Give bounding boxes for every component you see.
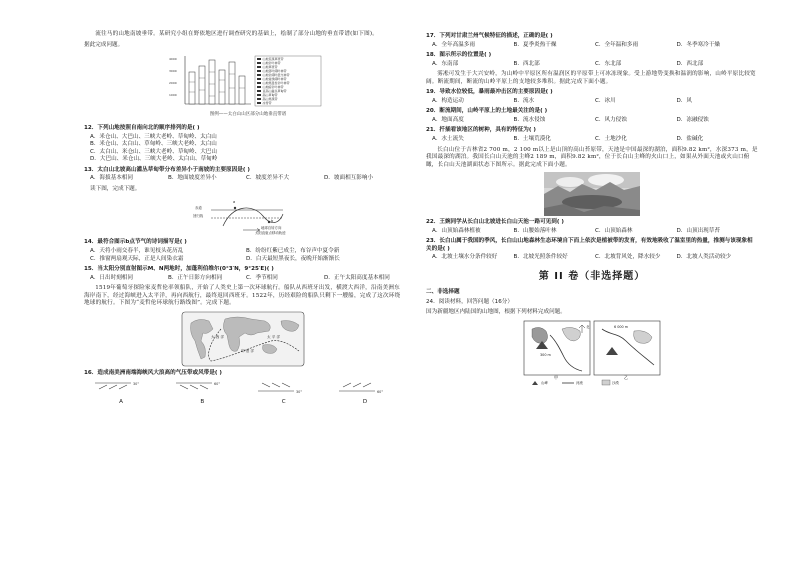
- world-route-map: [181, 311, 305, 367]
- legend-label: 亚高山灌丛草甸带: [262, 89, 287, 94]
- option-d[interactable]: D．盐碱化: [676, 136, 704, 143]
- question-16-stem: 16．造成南美洲南端海峡风大浪高的气压带或风带是( ): [84, 369, 222, 376]
- question-23-stem: 23．长白山属于我国的季风，长白山山地森林生态环境自下而上依次是植被带的发育，有效地吸收了温室里的热量，推测与该现象相关的是( ): [426, 238, 753, 252]
- intro-paragraph: 流往马的山地南坡垂带。某研究小组在野依地区进行调查研究的基础上，绘制了部分山地的垂直带谱(如下图)。: [95, 31, 379, 37]
- question-16-options: [90, 379, 396, 406]
- legend-swatch: [257, 66, 261, 69]
- tropic-label: 回归线: [193, 214, 204, 219]
- legend-label: 山地落叶阔叶林带: [262, 69, 287, 74]
- sun-path-figure: [183, 196, 303, 236]
- legend-swatch: [257, 70, 261, 73]
- legend-swatch: [257, 82, 261, 85]
- question-18-options: [432, 61, 758, 69]
- legend-swatch: [257, 86, 261, 89]
- question-22-options: [432, 228, 758, 236]
- question-19-stem: 19．导致水位较低，暴雨最冲击区的主要原因是( ): [426, 89, 553, 96]
- option-c[interactable]: C．冰川: [595, 97, 616, 104]
- option-d[interactable]: D．山顶出现草苔: [676, 227, 720, 234]
- option-a[interactable]: A．日出时刻相同: [90, 274, 133, 281]
- option-a[interactable]: A．天将小雨交春半，谁见枝头花历乱: [90, 248, 184, 255]
- option-a[interactable]: A．北坡土壤水分条件较好: [432, 254, 498, 261]
- question-20-stem: 20．断流期间，山岭平原上的土地最关注的是( ): [426, 108, 548, 115]
- track-label: 太阳直射点移动轨迹: [255, 231, 286, 236]
- question-14-stem: 14．最符合图示b点节气的诗词描写是( ): [84, 239, 187, 246]
- question-13-stem: 13．太白山北坡高山灌丛草甸带分布差异小于南坡的主要原因是( ): [84, 166, 250, 173]
- legend-swatch: [257, 94, 261, 97]
- option-b[interactable]: B．北坡光照条件较好: [513, 254, 568, 261]
- option-c[interactable]: C．坡度差异不大: [246, 175, 290, 182]
- legend-swatch: [257, 98, 261, 101]
- question-23-options: [432, 254, 758, 262]
- option-c[interactable]: C．推窗两扇观天际，正是人间染衣霜: [90, 255, 184, 262]
- option-b[interactable]: B．土壤荒漠化: [513, 136, 551, 143]
- changbai-paragraph: 长白山位于吉林省2 700 m，2 100 m以上是山顶的高山苔原带，天池是中国最深的湖泊，面积9.82 km²，水深373 m，是我国最深的湖泊。我国长白山天池的主峰2 189 m，面积9.82 km²，位于长白山主峰的火山口上，如果从外面天池或火山口俯瞰，长白山天池湖面状态下图所示。据此完成下面小题。: [426, 146, 758, 168]
- question-22-stem: 22．王婉同学从长白山北坡进长白山天池一路可见到( ): [426, 219, 564, 226]
- magellan-paragraph: [84, 285, 402, 308]
- option-c[interactable]: 30° C: [253, 379, 315, 406]
- option-b[interactable]: B．米仓山、太白山、草甸岭、三峡大老岭、太白山: [90, 141, 217, 148]
- option-b[interactable]: B．流水: [513, 97, 535, 104]
- elevation-300-label: 300 m: [540, 353, 551, 358]
- legend-label: 山地荒漠草原带: [262, 57, 284, 62]
- crater-lake-image: [544, 172, 640, 216]
- wind-pattern-a-icon: [91, 379, 151, 395]
- option-d[interactable]: D．北坡人类活动较少: [676, 254, 732, 261]
- svg-text:60°: 60°: [214, 382, 221, 387]
- chart-legend: [257, 57, 321, 105]
- option-a[interactable]: A．山顶始森林植被: [432, 227, 481, 234]
- legend-label: 山地暗针叶林带: [262, 85, 284, 90]
- rime-paragraph: 雾凇可发生于大兴安岭，为山岭中平原区所有温润区的平原带上可冰冻现象。受上游地势变换和温润的影响，山岭平原比较宽阔。断流期间，断流的山岭平原上的支地较多堆积。据此完成下面小题。: [426, 71, 756, 85]
- map-b-label: 乙: [624, 375, 628, 381]
- option-a[interactable]: A．东南部: [432, 60, 459, 67]
- legend-swatch: [257, 78, 261, 81]
- question-12-options: [90, 134, 402, 164]
- question-17-options: [432, 42, 758, 50]
- legend-label: 冰雪带: [262, 101, 272, 106]
- magellan-text-1: 1519年葡萄牙探险家麦哲伦率领船队，开始了人类史上第一次环球航行。船队从西班牙出发，横渡大西洋，沿南美洲东海岸南下，经过海峡进入太平洋，再向西航行，最终返回西班牙。: [84, 285, 400, 299]
- option-d[interactable]: D．大巴山、米仓山、三峡大老岭、太白山、草甸岭: [90, 156, 218, 163]
- legend-river-label: 河流: [576, 381, 583, 386]
- option-b[interactable]: B．正午日影方向相同: [168, 274, 223, 281]
- legend-label: 山地针叶林带: [262, 61, 281, 66]
- legend-swatch: [257, 102, 261, 105]
- legend-swatch: [257, 62, 261, 65]
- option-c[interactable]: C．季节相同: [246, 274, 278, 281]
- question-12-stem: 12．下列山地按照自南向北的顺序排列的是( ): [84, 125, 200, 132]
- option-d[interactable]: D．西北部: [676, 60, 704, 67]
- right-column: [426, 30, 758, 556]
- svg-text:4000: 4000: [169, 57, 177, 62]
- legend-label: 高山寒漠带: [262, 97, 278, 102]
- option-d[interactable]: D．风: [676, 97, 692, 104]
- section-ii-title: 第 II 卷（非选择题）: [538, 270, 646, 282]
- point-a-label: a: [233, 200, 236, 205]
- vertical-zone-figure: [163, 52, 323, 122]
- option-d[interactable]: D．冻融侵蚀: [676, 116, 709, 123]
- svg-text:60°: 60°: [376, 390, 383, 395]
- option-d[interactable]: 60° D: [334, 379, 396, 406]
- elevation-6000-label: 6 000 m: [614, 325, 629, 330]
- question-15-stem: 15．当太阳分别直射图示M、N两地时，加蓬利伯维尔(0°3′N，9°25′E)( ): [84, 266, 274, 273]
- legend-label: 山地寒温性针叶林带: [262, 81, 290, 86]
- left-column: [84, 30, 402, 556]
- magellan-text-2: 1522年，历经艰险的船队只剩下一艘船，完成了这次环绕地球的航行。下图为“麦哲伦环球航行路线图”。完成下题。: [84, 292, 401, 307]
- indian-ocean-label: 印 度 洋: [241, 348, 255, 353]
- legend-label: 山地草原带: [262, 65, 278, 70]
- option-c[interactable]: C．全年温和多雨: [595, 41, 639, 48]
- option-c[interactable]: C．土地沙化: [595, 136, 627, 143]
- option-a[interactable]: A．海拔基本相同: [90, 175, 133, 182]
- question-24-description: 国为新疆地区内陆国的山地图，根据下列材料完成问题。: [426, 308, 566, 315]
- question-15-options: [90, 275, 402, 283]
- map-a-label: 甲: [554, 375, 558, 381]
- atlantic-label: 大 西 洋: [211, 334, 225, 339]
- option-c[interactable]: C．东北部: [595, 60, 622, 67]
- legend-label: 高山草甸带: [262, 93, 278, 98]
- world-map-figure: [181, 311, 305, 367]
- legend-desert-label: 沙漠: [612, 381, 619, 386]
- option-b[interactable]: B．纷纷红紫已成尘，布谷声中夏令新: [246, 248, 340, 255]
- svg-text:3000: 3000: [169, 69, 177, 74]
- figure-instruction: 读下图，完成下题。: [90, 185, 141, 192]
- equator-label: 赤道: [195, 206, 202, 211]
- figure-caption: 图例——太白山山区部分山地垂直带谱: [209, 112, 287, 118]
- option-a[interactable]: A．米仓山、大巴山、三峡大老岭、草甸岭、太白山: [90, 133, 217, 140]
- question-17-stem: 17．下列对甘肃兰州气候特征的描述，正确的是( ): [426, 33, 553, 39]
- question-18-stem: 18．图示所示的位置是( ): [426, 52, 492, 59]
- option-b[interactable]: B．西北部: [513, 60, 540, 67]
- question-20-options: [432, 117, 758, 125]
- rotation-label: 地球自转方向: [261, 226, 282, 231]
- question-19-options: [432, 98, 758, 106]
- question-21-stem: 21．扦插看该地区的树种，具有的特征为( ): [426, 127, 536, 134]
- svg-text:2000: 2000: [169, 81, 177, 86]
- option-c[interactable]: C．北坡背风处，降水较少: [595, 254, 661, 261]
- legend-swatch: [257, 58, 261, 61]
- option-d[interactable]: D．白天最短黑夜长，夜晚开始渐渐长: [246, 255, 340, 262]
- option-d[interactable]: D．坡面相互影响小: [324, 175, 374, 182]
- intro-instruction: 据此完成问题。: [84, 41, 124, 48]
- pacific-label: 太 平 洋: [267, 334, 281, 339]
- legend-swatch: [257, 74, 261, 77]
- legend-label: 山地针阔叶混交林带: [262, 73, 290, 78]
- option-a[interactable]: A．构造运动: [432, 97, 464, 104]
- legend-peak-label: 山峰: [541, 381, 548, 386]
- option-a[interactable]: A．水土流失: [432, 136, 464, 143]
- wind-pattern-b-icon: [172, 379, 232, 395]
- option-b[interactable]: B．地面坡度差异小: [168, 175, 217, 182]
- question-13-options: [90, 175, 402, 183]
- svg-text:1000: 1000: [169, 93, 177, 98]
- legend-label: 山地常绿阔叶林带: [262, 77, 287, 82]
- option-c[interactable]: C．风力侵蚀: [595, 116, 627, 123]
- question-24-stem: 24．阅读材料，回答问题（16分）: [426, 298, 513, 305]
- wind-pattern-d-icon: [335, 379, 395, 395]
- option-a[interactable]: A．全年高温多雨: [432, 41, 475, 48]
- option-b[interactable]: 60° B: [171, 379, 233, 406]
- option-c[interactable]: C．太白山、米仓山、三峡大老岭、草甸岭、大巴山: [90, 148, 217, 155]
- option-b[interactable]: B．流水侵蚀: [513, 116, 546, 123]
- option-a[interactable]: 30° A: [90, 379, 152, 406]
- crater-lake-photo: [544, 172, 640, 216]
- option-b[interactable]: B．夏季炎热干燥: [513, 41, 557, 48]
- svg-text:30°: 30°: [295, 390, 302, 395]
- option-d[interactable]: D．冬季寒冷干燥: [676, 41, 720, 48]
- option-c[interactable]: C．山顶始森林: [595, 227, 633, 234]
- option-a[interactable]: A．地面高度: [432, 116, 464, 123]
- legend-entry: [257, 101, 321, 105]
- non-choice-heading: 二、非选择题: [426, 289, 460, 296]
- north-label: 北: [586, 325, 590, 330]
- question-21-options: [432, 136, 758, 144]
- option-d[interactable]: D．正午太阳高度基本相同: [324, 274, 390, 281]
- point-b-label: b: [271, 219, 274, 224]
- svg-text:30°: 30°: [133, 382, 140, 387]
- wind-pattern-c-icon: [254, 379, 314, 395]
- question-14-options: [90, 248, 402, 263]
- legend-swatch: [257, 90, 261, 93]
- river-maps-figure: [522, 319, 662, 393]
- option-b[interactable]: B．山腰始落叶林: [513, 227, 557, 234]
